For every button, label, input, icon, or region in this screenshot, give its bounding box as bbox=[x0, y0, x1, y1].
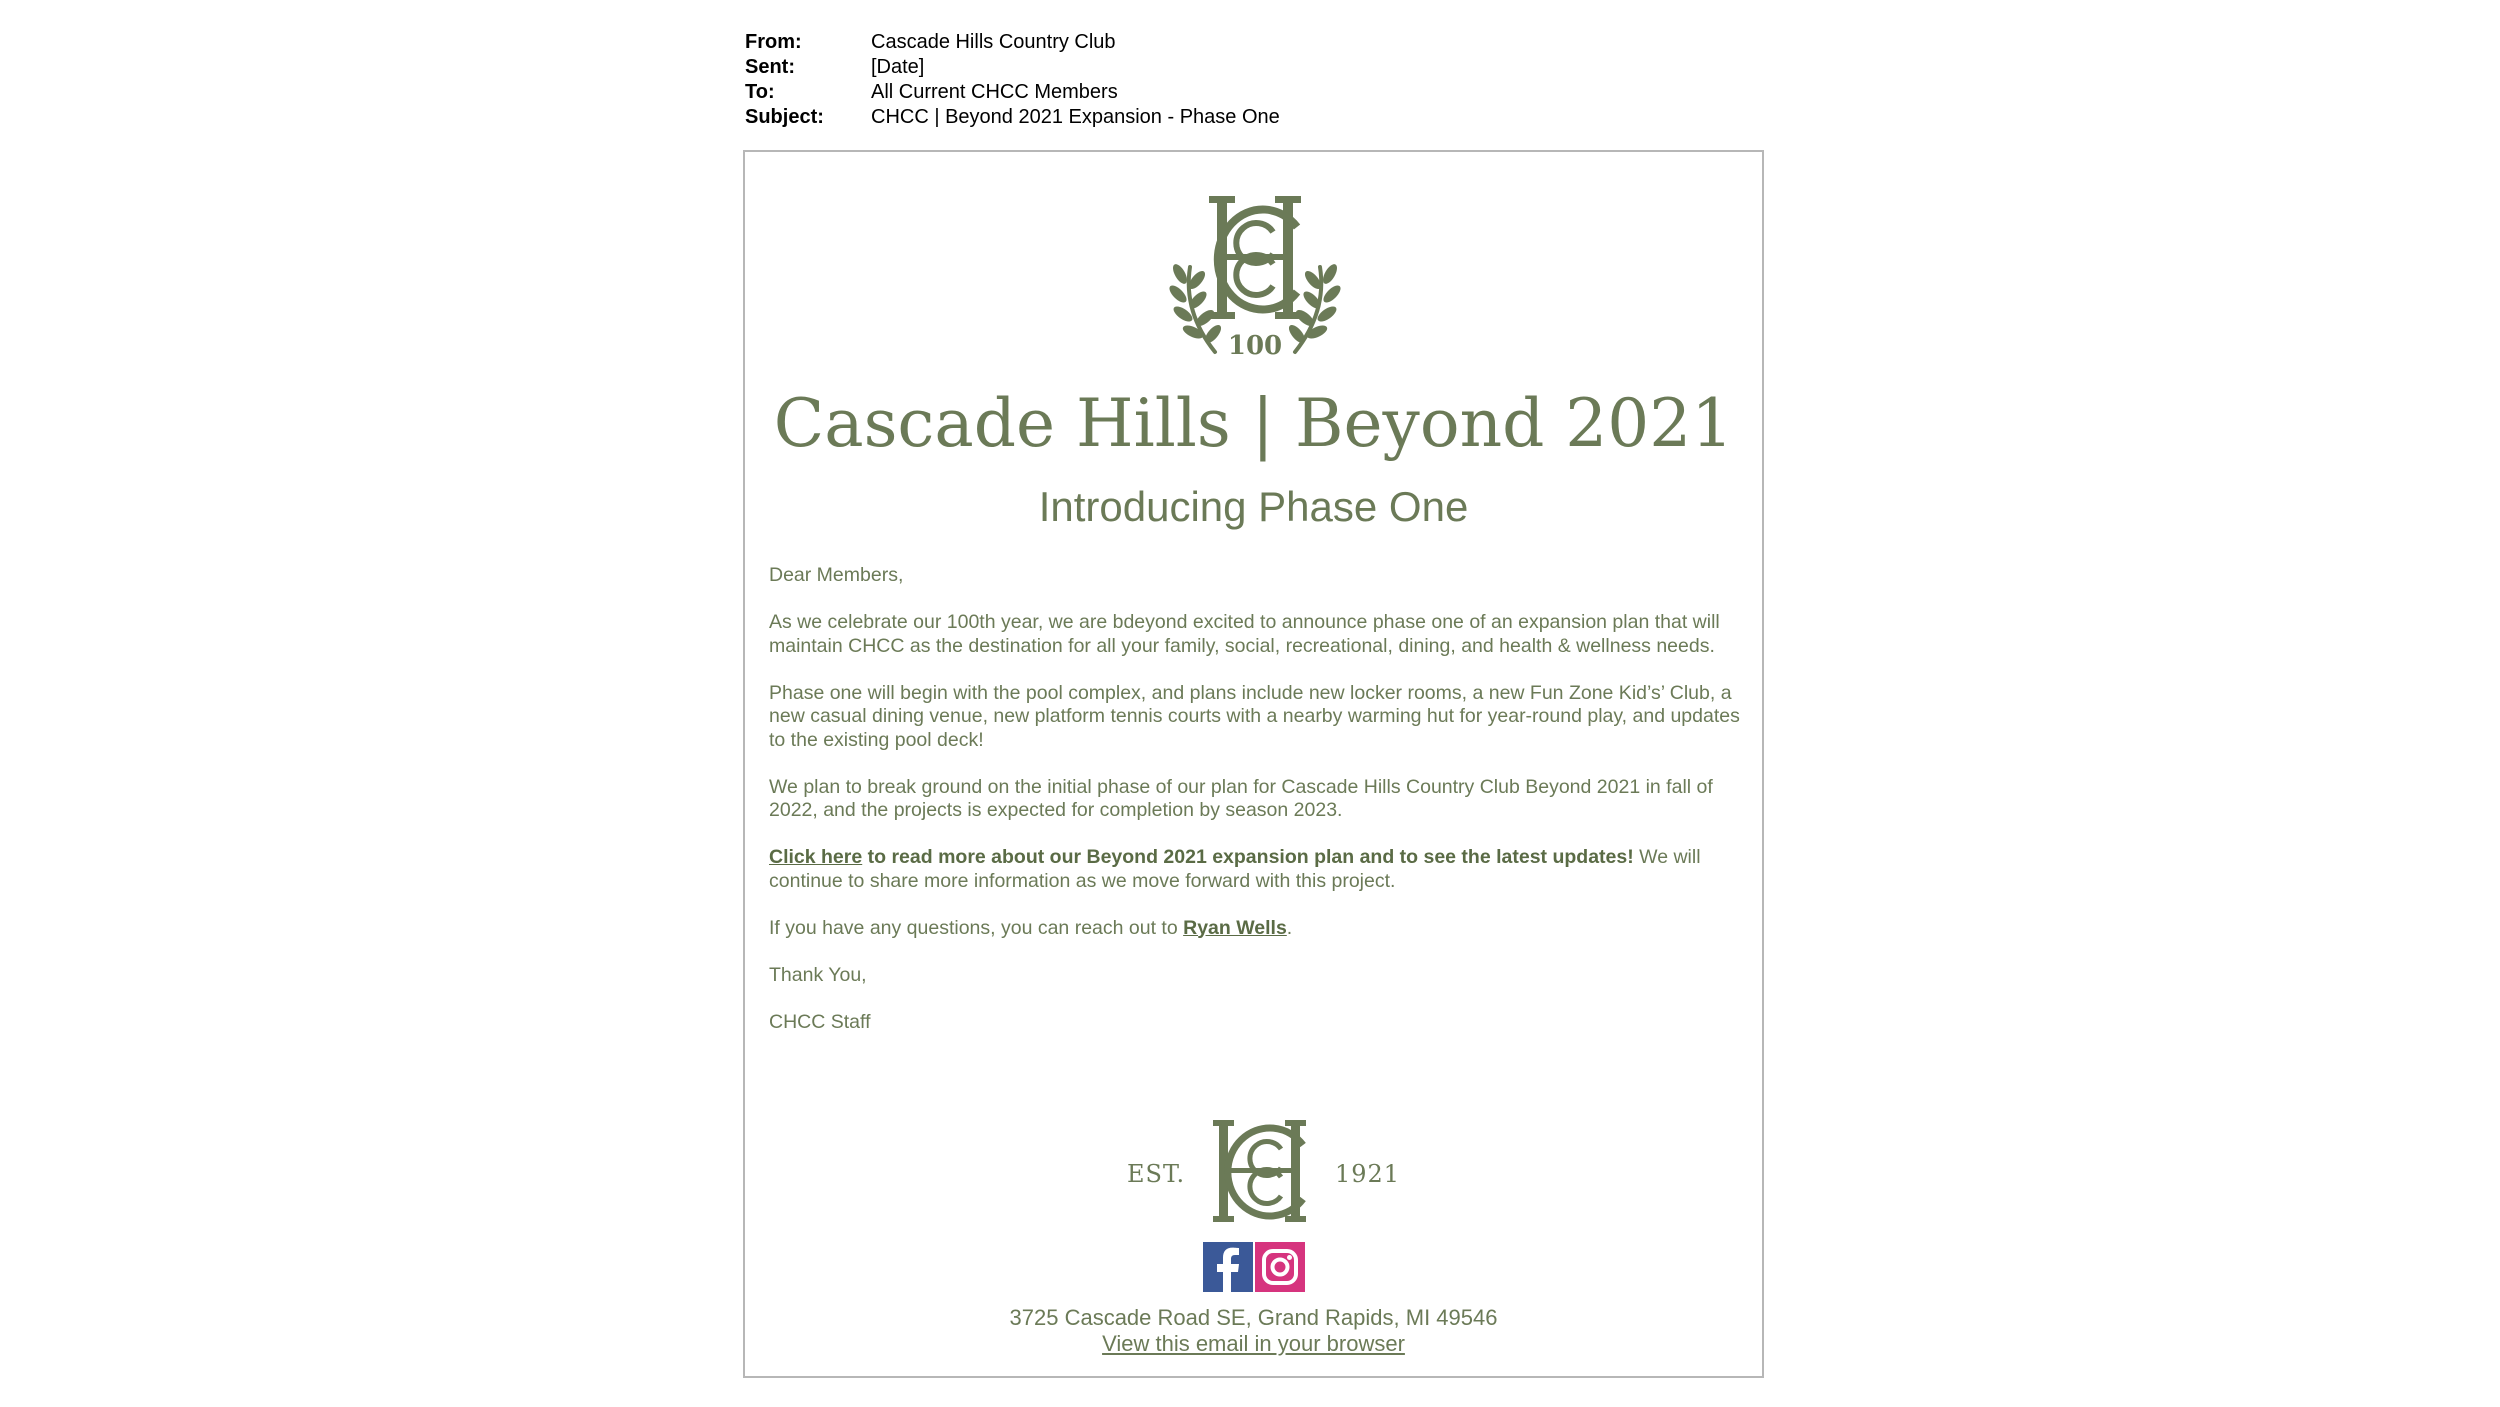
email-subtitle: Introducing Phase One bbox=[1038, 483, 1469, 530]
email-title: Cascade Hills | Beyond 2021 bbox=[773, 385, 1734, 462]
est-label: EST. bbox=[1127, 1160, 1186, 1188]
chcc-monogram-logo bbox=[1205, 1117, 1315, 1227]
sent-row bbox=[745, 55, 1645, 80]
social-links bbox=[1203, 1242, 1305, 1292]
greeting: Dear Members, bbox=[769, 564, 904, 586]
read-more-text: We will continue to share more information as we move forward with this project. bbox=[769, 846, 1701, 892]
paragraph-read-more bbox=[769, 846, 1744, 893]
chcc-centennial-logo bbox=[1145, 192, 1365, 362]
from-label: From: bbox=[745, 31, 802, 53]
to-row bbox=[745, 80, 1645, 105]
email-header bbox=[745, 30, 1645, 130]
signature: CHCC Staff bbox=[769, 1010, 871, 1033]
paragraph-questions bbox=[769, 917, 1744, 941]
contact-link[interactable]: Ryan Wells bbox=[1183, 916, 1287, 939]
to-value: All Current CHCC Members bbox=[871, 81, 1118, 103]
subject-label: Subject: bbox=[745, 106, 824, 128]
paragraph-phase-one: Phase one will begin with the pool complex, and plans include new locker rooms, a new Fun Zone Kid’s’ Club, a new casual dining venue, new platform tennis courts with a nearby warming hut for year-round play, and updates to the existing pool deck! bbox=[769, 681, 1740, 751]
sent-value: [Date] bbox=[871, 56, 925, 78]
paragraph-celebration: As we celebrate our 100th year, we are bdeyond excited to announce phase one of an expansion plan that will maintain CHCC as the destination for all your family, social, recreational, dining, and health & wellness needs. bbox=[769, 611, 1720, 657]
thanks-text: Thank You, bbox=[769, 963, 867, 986]
instagram-icon[interactable] bbox=[1255, 1242, 1305, 1292]
questions-text: If you have any questions, you can reach out to bbox=[769, 916, 1184, 939]
logo-number: 100 bbox=[1227, 331, 1283, 361]
from-row bbox=[745, 30, 1645, 55]
view-in-browser-link[interactable]: View this email in your browser bbox=[1102, 1331, 1405, 1356]
read-more-bold-text: to read more about our Beyond 2021 expansion plan and to see the latest updates! bbox=[862, 846, 1634, 868]
questions-end: . bbox=[1286, 916, 1293, 939]
to-label: To: bbox=[745, 81, 775, 103]
click-here-link[interactable]: Click here bbox=[769, 846, 863, 868]
from-value: Cascade Hills Country Club bbox=[871, 31, 1116, 53]
subject-value: CHCC | Beyond 2021 Expansion - Phase One bbox=[871, 106, 1280, 128]
subject-row bbox=[745, 105, 1645, 130]
facebook-icon[interactable] bbox=[1203, 1242, 1253, 1292]
sent-label: Sent: bbox=[745, 56, 795, 78]
club-address: 3725 Cascade Road SE, Grand Rapids, MI 49546 bbox=[1009, 1305, 1498, 1330]
email-card bbox=[743, 150, 1764, 1378]
email-body bbox=[769, 564, 1744, 1058]
view-in-browser-wrapper bbox=[745, 1331, 1762, 1357]
est-year: 1921 bbox=[1335, 1160, 1401, 1188]
paragraph-ground-breaking: We plan to break ground on the initial phase of our plan for Cascade Hills Country Club Beyond 2021 in fall of 2022, and the projects is expected for completion by season 2023. bbox=[769, 775, 1713, 821]
